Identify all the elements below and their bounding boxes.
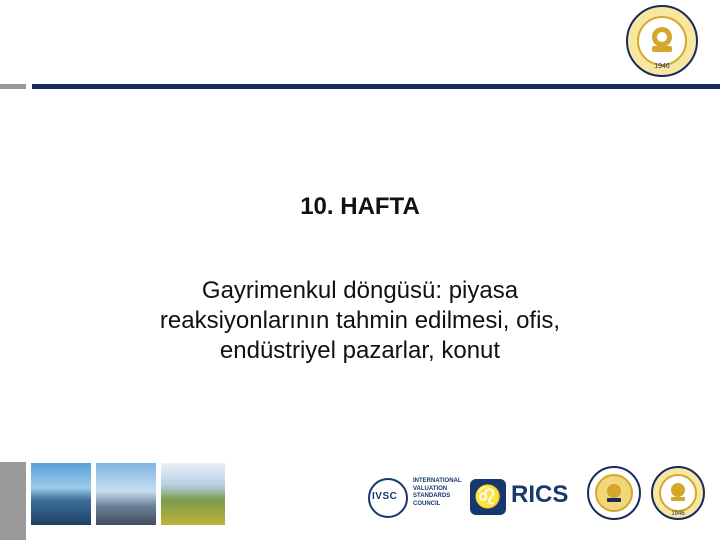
svg-text:1946: 1946 xyxy=(654,63,670,70)
photo-divider xyxy=(226,463,228,525)
ivsc-abbreviation: IVSC xyxy=(372,491,398,502)
city-skyline-photo xyxy=(31,463,91,525)
rics-lion-icon: ♌ xyxy=(470,479,506,515)
slide-subtitle xyxy=(80,276,640,366)
office-towers-photo xyxy=(96,463,156,525)
week-title: 10. HAFTA xyxy=(300,193,420,220)
rics-logo-text: RICS xyxy=(511,481,569,508)
subtitle-line: Gayrimenkul döngüsü: piyasa xyxy=(201,277,519,304)
footer-grey-bar xyxy=(0,462,26,540)
svg-text:1946: 1946 xyxy=(671,511,685,517)
subtitle-line: endüstriyel pazarlar, konut xyxy=(219,337,501,364)
header-navy-bar xyxy=(32,84,720,89)
university-seal-small-logo xyxy=(650,465,706,521)
subtitle-line: reaksiyonlarının tahmin edilmesi, ofis, xyxy=(159,307,561,334)
university-seal-logo xyxy=(625,4,699,78)
ivsc-full-name: INTERNATIONAL VALUATION STANDARDS COUNCIL xyxy=(413,478,462,507)
header-grey-bar xyxy=(0,84,26,89)
faculty-seal-logo xyxy=(586,465,642,521)
countryside-photo xyxy=(161,463,225,525)
